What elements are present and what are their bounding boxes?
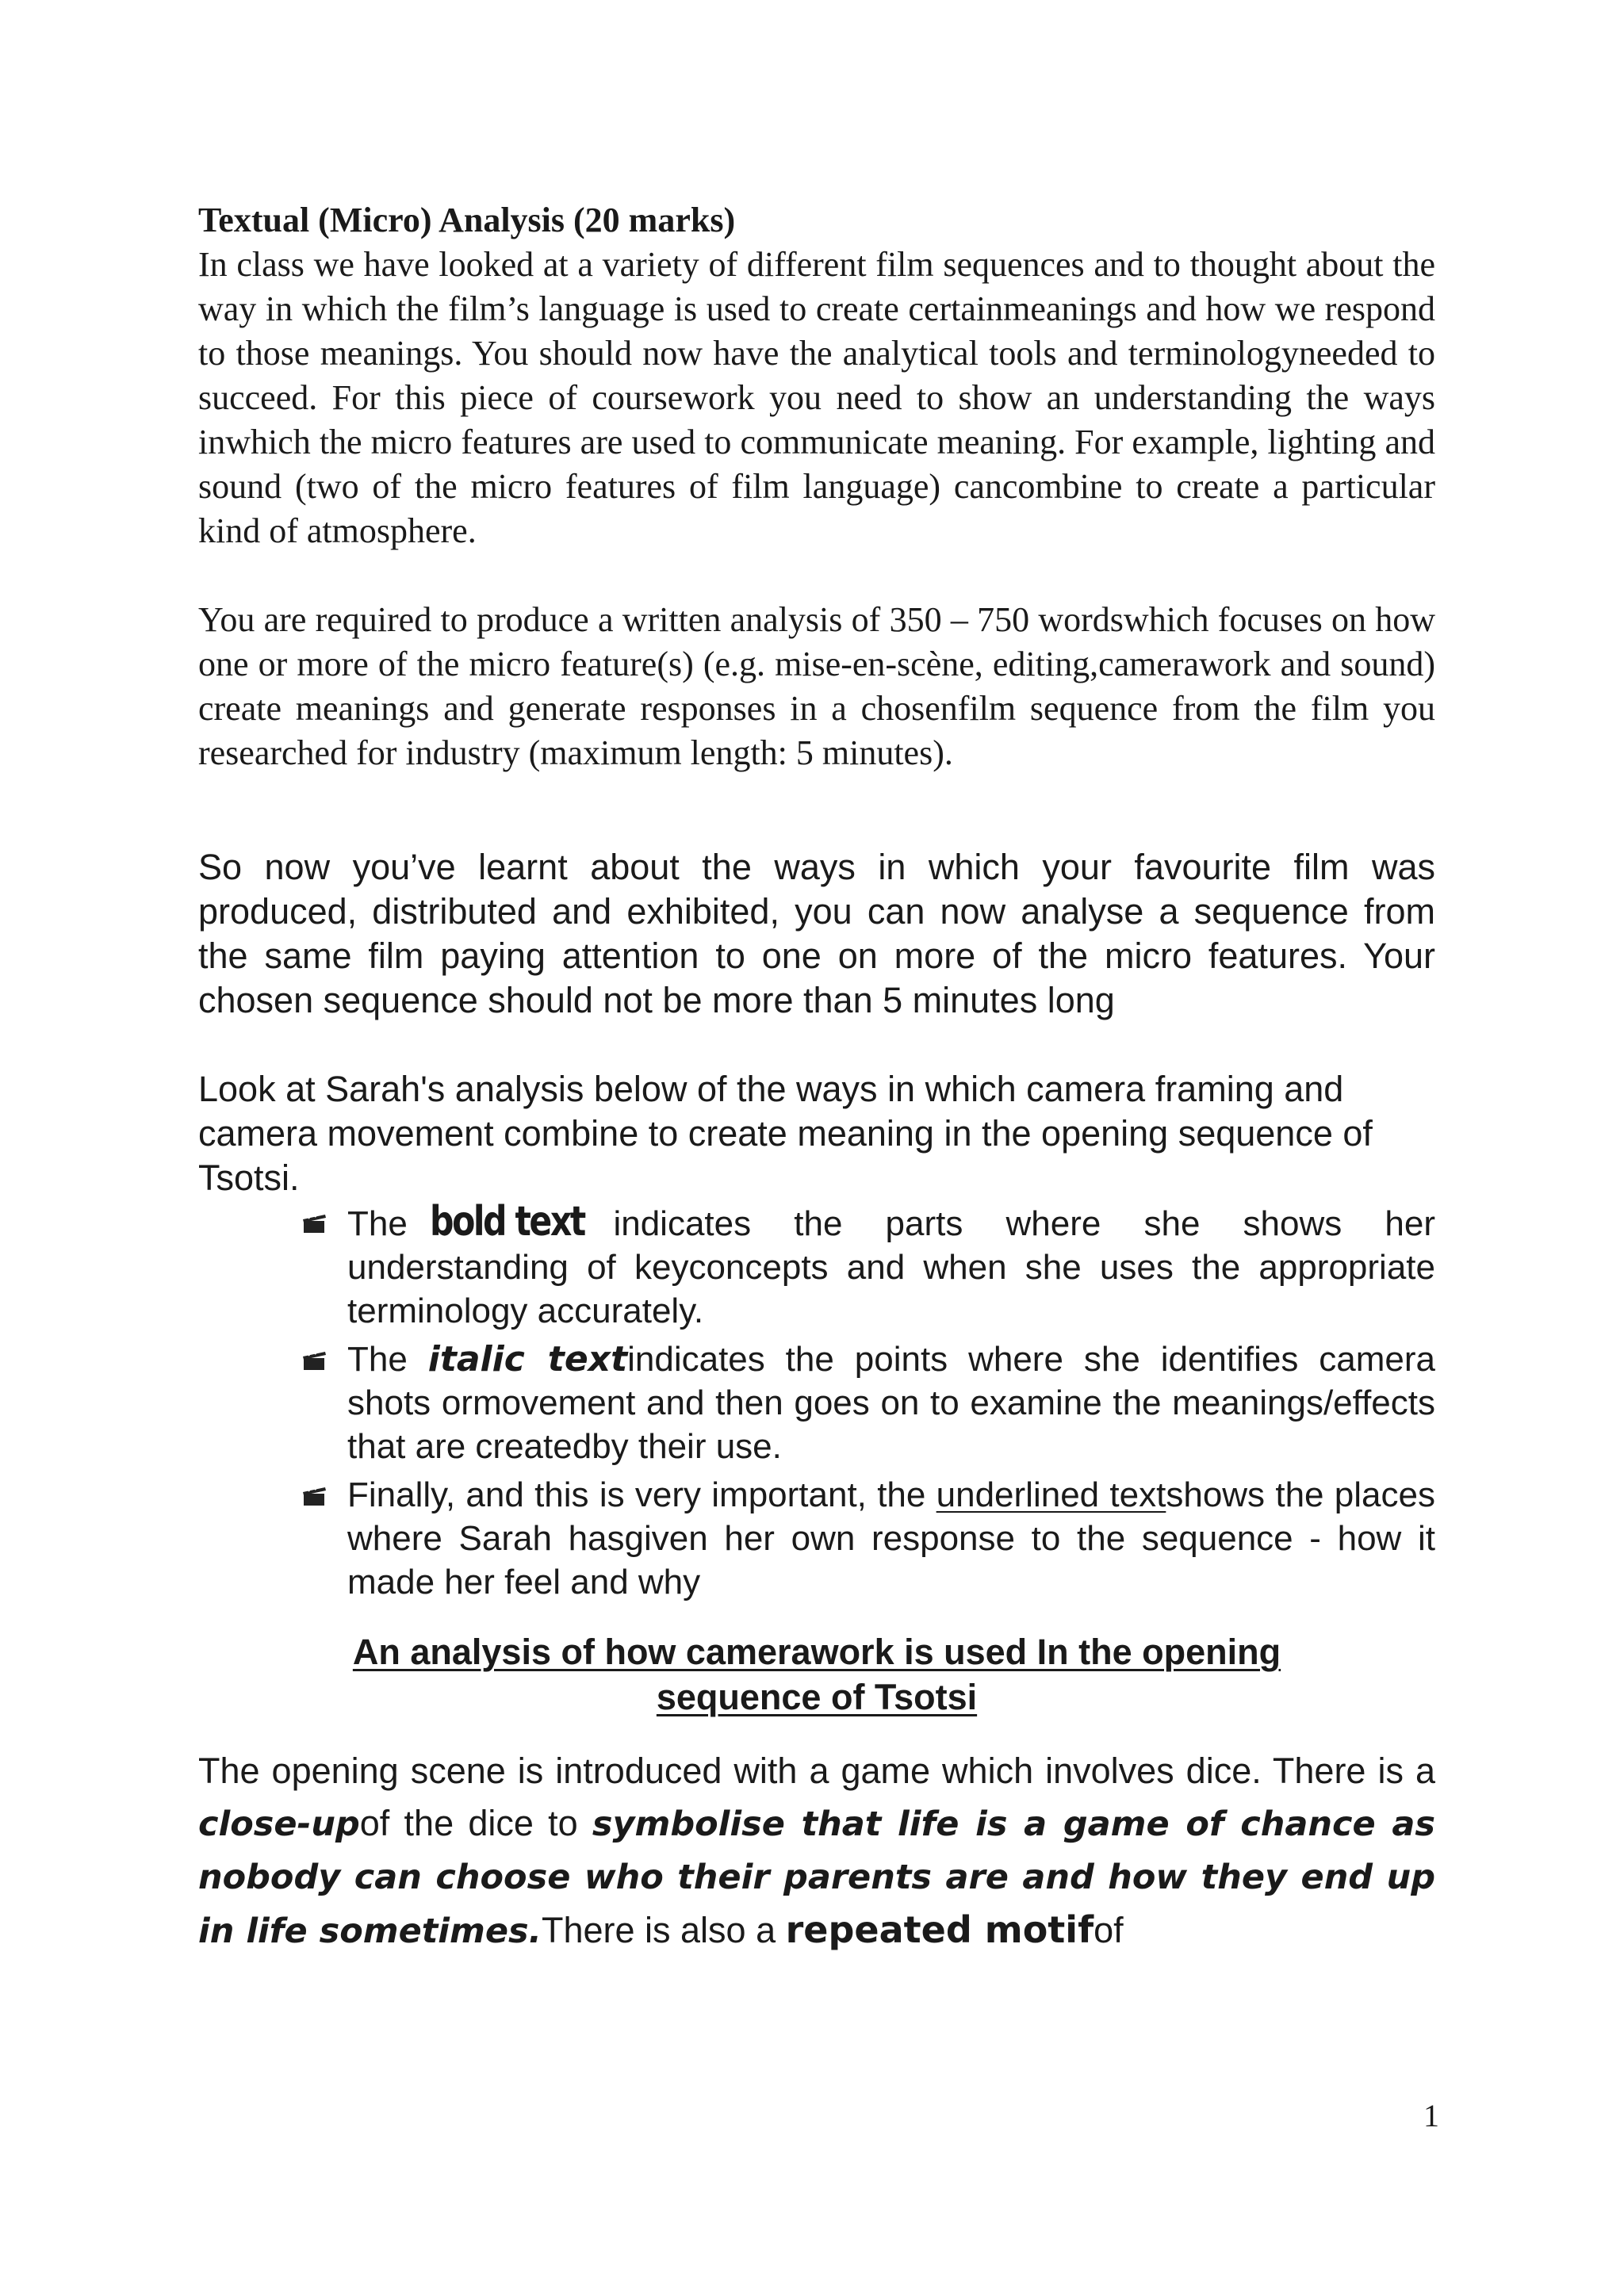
key-concept-bold: repeated motif bbox=[785, 1908, 1094, 1951]
analysis-text: There is also a bbox=[541, 1910, 786, 1950]
camera-shot-italic: close-up bbox=[198, 1804, 360, 1844]
key-suffix: indicates the points where she identifies camera shots ormovement and then goes on to examine the meanings/effects that are createdby their use. bbox=[347, 1340, 1435, 1466]
meaning-italic: symbolise that life is a game of chance as nobody can choose who their parents are and how they end up in life sometimes. bbox=[198, 1804, 1435, 1951]
page-number: 1 bbox=[1423, 2098, 1439, 2133]
key-prefix: The bbox=[347, 1340, 408, 1379]
task-paragraph-2: Look at Sarah's analysis below of the ways in which camera framing and camera movement combine to create meaning in the opening sequence of Tsotsi. bbox=[198, 1069, 1373, 1198]
key-list bbox=[198, 1200, 1435, 1604]
analysis-heading-line-1: An analysis of how camerawork is used In the opening bbox=[352, 1632, 1281, 1672]
bold-text-example: bold text bbox=[429, 1198, 584, 1246]
analysis-heading-line-2: sequence of Tsotsi bbox=[656, 1677, 978, 1717]
analysis-text: The opening scene is introduced with a game which involves dice. There is a bbox=[198, 1751, 1435, 1791]
key-item-underline bbox=[347, 1473, 1435, 1604]
analysis-paragraph bbox=[198, 1745, 1435, 1957]
analysis-text: of bbox=[1094, 1910, 1124, 1950]
key-suffix: shows the places where Sarah hasgiven her own response to the sequence - how it made her feel and why bbox=[347, 1475, 1435, 1601]
italic-text-example: italic text bbox=[427, 1339, 628, 1380]
key-item-italic bbox=[347, 1337, 1435, 1468]
intro-paragraph-2: You are required to produce a written analysis of 350 – 750 wordswhich focuses on how one or more of the micro feature(s) (e.g. mise-en-scène, editing,camerawork and sound) create meanings and generate responses in a chosenfilm sequence from the film you researched for industry (maximum length: 5 minutes). bbox=[198, 600, 1435, 772]
analysis-text: of the dice to bbox=[359, 1803, 592, 1843]
key-prefix: The bbox=[347, 1204, 408, 1243]
key-suffix: indicates the parts where she shows her understanding of keyconcepts and when she uses the appropriate terminology accurately. bbox=[347, 1204, 1435, 1330]
key-item-bold bbox=[347, 1200, 1435, 1333]
film-clapper-icon bbox=[301, 1349, 328, 1372]
underlined-text-example: underlined text bbox=[936, 1475, 1166, 1514]
document-page bbox=[198, 198, 1435, 1957]
intro-paragraph-1: In class we have looked at a variety of different film sequences and to thought about the way in which the film’s language is used to create certainmeanings and how we respond to those meanings. You should now have the analytical tools and terminologyneeded to succeed. For this piece of coursework you need to show an understanding the ways inwhich the micro features are used to communicate meaning. For example, lighting and sound (two of the micro features of film language) cancombine to create a particular kind of atmosphere. bbox=[198, 245, 1435, 550]
task-paragraph-1: So now you’ve learnt about the ways in which your favourite film was produced, distributed and exhibited, you can now analyse a sequence from the same film paying attention to one on more of the micro features. Your chosen sequence should not be more than 5 minutes long bbox=[198, 847, 1435, 1020]
film-clapper-icon bbox=[301, 1484, 328, 1508]
film-clapper-icon bbox=[301, 1211, 328, 1235]
analysis-heading bbox=[246, 1629, 1388, 1720]
key-prefix: Finally, and this is very important, the bbox=[347, 1475, 926, 1514]
section-title: Textual (Micro) Analysis (20 marks) bbox=[198, 201, 736, 239]
